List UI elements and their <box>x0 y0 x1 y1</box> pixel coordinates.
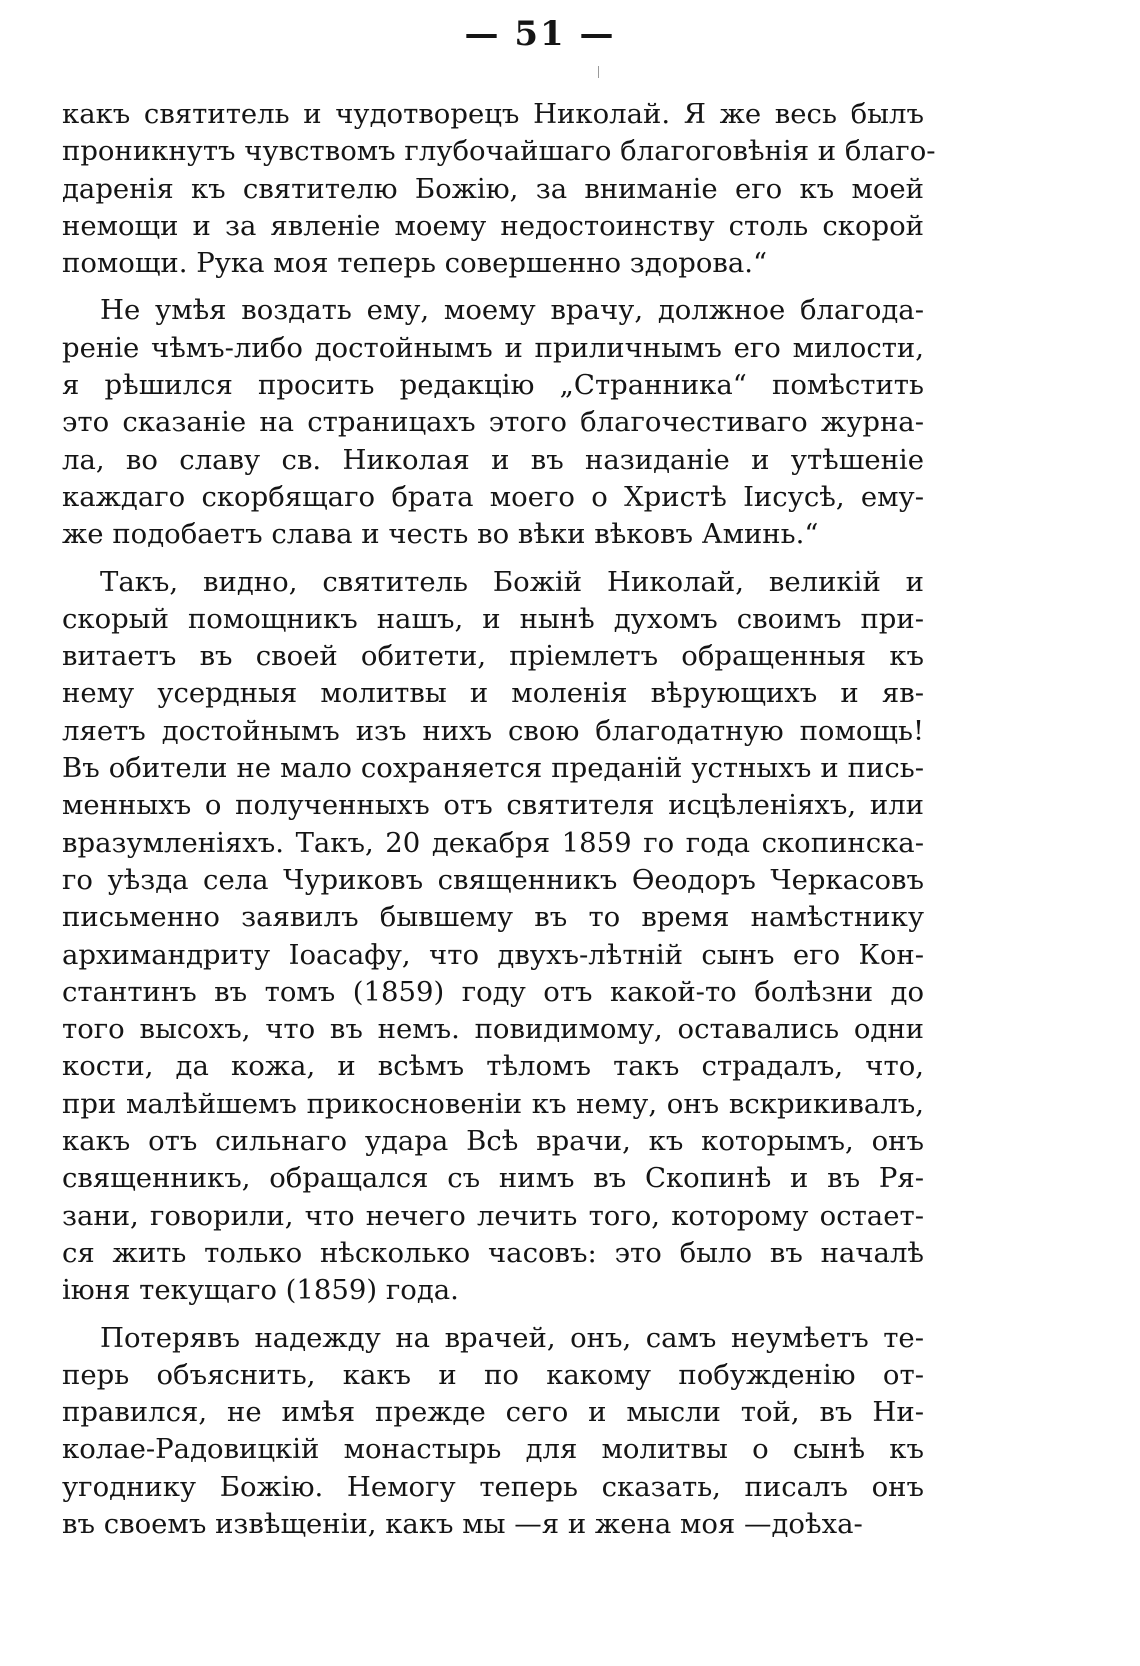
text-line: правился, не имѣя прежде сего и мысли той, въ Ни- <box>62 1396 924 1429</box>
text-line: Такъ, видно, святитель Божій Николай, великій и <box>100 565 924 598</box>
text-line: дарeнія къ святителю Божію, за вниманіе его къ моей <box>62 172 924 205</box>
text-line: зани, говорили, что нечего лечить того, которому остает- <box>62 1199 924 1232</box>
text-line: какъ святитель и чудотворецъ Николай. Я же весь былъ <box>62 98 924 130</box>
text-line: это сказаніе на страницахъ этого благочестиваго журна- <box>62 406 924 439</box>
text-line: стантинъ въ томъ (1859) году отъ какой-то болѣзни до <box>62 975 924 1008</box>
page-number: — 51 — <box>464 14 616 54</box>
text-line: каждаго скорбящаго брата моего о Христѣ Іисусѣ, ему- <box>62 480 924 513</box>
paragraph <box>62 1320 924 1544</box>
text-line: какъ отъ сильнаго удара Всѣ врачи, къ которымъ, онъ <box>62 1125 924 1158</box>
paragraph <box>62 564 924 1310</box>
paragraph-gap <box>62 1310 924 1320</box>
text-line: іюня текущаго (1859) года. <box>62 1274 459 1307</box>
text-line: Не умѣя воздать ему, моему врачу, должное благода- <box>100 294 924 327</box>
text-line: же подобаетъ слава и честь во вѣки вѣковъ Аминь.“ <box>62 518 819 551</box>
text-line: письменно заявилъ бывшему въ то время намѣстнику <box>62 901 924 934</box>
text-line: ляетъ достойнымъ изъ нихъ свою благодатную помощь! <box>62 714 924 747</box>
text-line: кости, да кожа, и всѣмъ тѣломъ такъ страдалъ, что, <box>62 1050 924 1083</box>
text-line: проникнутъ чувствомъ глубочайшаго благоговѣнія и благо- <box>62 135 936 168</box>
body-text <box>62 96 936 1543</box>
text-line: го уѣзда села Чуриковъ священникъ Ѳеодоръ Черкасовъ <box>62 863 924 896</box>
text-line: угоднику Божію. Немогу теперь сказать, писалъ онъ <box>62 1470 924 1503</box>
text-line: архимандриту Іоасафу, что двухъ-лѣтній сынъ его Кон- <box>62 938 924 971</box>
text-line: витаетъ въ своей обитети, пріемлетъ обращенныя къ <box>62 640 924 673</box>
text-line: реніе чѣмъ-либо достойнымъ и приличнымъ его милости, <box>62 331 924 364</box>
text-line: ла, во славу св. Николая и въ назиданіе и утѣшеніе <box>62 443 924 476</box>
text-line: скорый помощникъ нашъ, и нынѣ духомъ своимъ при- <box>62 602 924 635</box>
text-line: вразумленіяхъ. Такъ, 20 декабря 1859 го года скопинска- <box>62 826 924 859</box>
text-line: Въ обители не мало сохраняется преданій устныхъ и пись- <box>62 752 924 785</box>
paragraph-gap <box>62 554 924 564</box>
text-line: священникъ, обращался съ нимъ въ Скопинѣ и въ Ря- <box>62 1162 924 1195</box>
text-line: въ своемъ извѣщеніи, какъ мы —я и жена моя —доѣха- <box>62 1507 863 1540</box>
text-line: нему усердныя молитвы и моленія вѣрующихъ и яв- <box>62 677 924 710</box>
text-line: помощи. Рука моя теперь совершенно здорова.“ <box>62 247 768 280</box>
text-line: я рѣшился просить редакцію „Странника“ помѣстить <box>62 369 924 402</box>
text-line: ся жить только нѣсколько часовъ: это было въ началѣ <box>62 1236 924 1269</box>
paragraph-gap <box>62 282 924 292</box>
text-line: при малѣйшемъ прикосновеніи къ нему, онъ вскрикивалъ, <box>62 1087 924 1120</box>
text-line: перь объяснить, какъ и по какому побужденію от- <box>62 1358 924 1391</box>
text-line: менныхъ о полученныхъ отъ святителя исцѣленіяхъ, или <box>62 789 924 822</box>
text-line: немощи и за явленіе моему недостоинству столь скорой <box>62 209 924 242</box>
paragraph <box>62 96 936 282</box>
print-mark <box>598 66 599 78</box>
paragraph <box>62 292 924 553</box>
text-line: Потерявъ надежду на врачей, онъ, самъ неумѣетъ те- <box>100 1321 924 1354</box>
text-line: того высохъ, что въ немъ. повидимому, оставались одни <box>62 1013 924 1046</box>
text-line: колае-Радовицкій монастырь для молитвы о сынѣ къ <box>62 1433 924 1466</box>
